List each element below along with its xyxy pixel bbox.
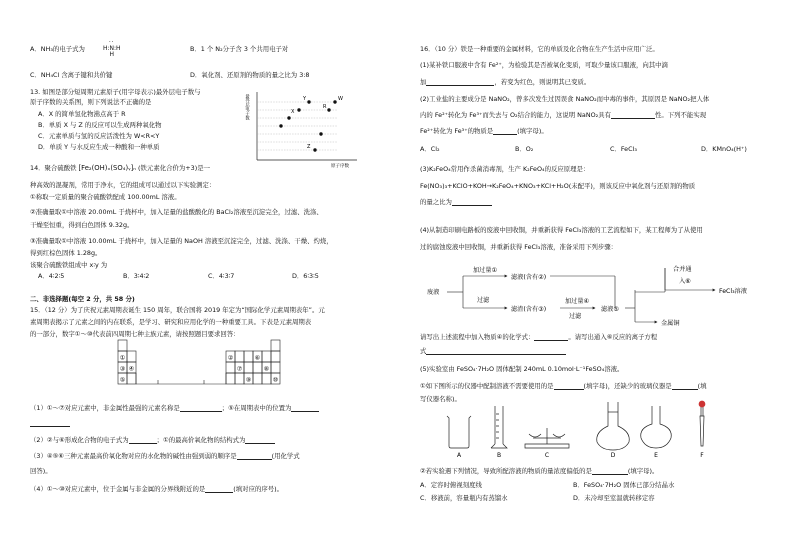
q16-sub5-b-option-a: A．定容时俯视刻度线 [420,481,482,489]
flow-merge2: 入⑥ [679,278,691,285]
q16-sub5-a-line1 [420,382,707,390]
q13-label-w: W [338,96,343,102]
flow-filter1: 过滤 [477,297,490,304]
q16-sub2-option-b: B．O₂ [515,145,534,153]
q15-sub2-a: （2）②与⑥形成化合物的电子式为 [30,436,129,444]
q15-stem-line1: 15．（12 分）为了庆祝元素周期表诞生 150 周年，联合国将 2019 年定为“国际化学元素周期表年”。元 [30,306,325,314]
q14-formula: [Fe₂(OH)ₓ(SO₄)ᵧ]ₙ [78,164,136,172]
q14-question: 该聚合硫酸铁组成中 x∶y 为 [30,261,108,269]
q16-sub3-c: 的量之比为 [420,198,452,206]
q16-sub3-line2: Fe(NO₃)₃+KClO+KOH→K₂FeO₄+KNO₃+KCl+H₂O(未配平)，则该反应中氧化剂与还原剂的物质 [420,182,696,190]
q14-stem-line2: 种高效的混凝剂，常用于净水，它的组成可以通过以下实验测定： [30,181,216,189]
q16-sub1-line1: (1)某补铁口服液中含有 Fe²⁺，为检验其是否被氧化变质，可取少量该口服液，向其中滴 [420,61,668,69]
balance-icon [525,428,569,448]
q13-stem-line1: 13. 如图是部分短周期元素原子(用字母表示)最外层电子数与 [30,88,201,96]
nh3-dots-top: ·· [108,39,115,46]
q16-sub5-a-text3: (填 [697,382,707,390]
q15-stem-line2: 素周期表揭示了元素之间的内在联系，是学习、研究和应用化学的一种重要工具。下表是元素周期表 [30,318,312,326]
q14-stem-part1: 14．聚合硫酸铁 [30,164,77,172]
right-column [397,0,794,549]
q15-sub1-blank1[interactable] [180,411,222,412]
q16-sub4-blank1[interactable] [534,340,568,341]
flow-res2: 滤渣(含有③) [511,306,547,313]
flow-res4: 金属铜 [661,320,680,327]
q13-point-r [327,108,330,111]
q14-step2-line1: ②准确量取①中溶液 20.00mL 于烧杯中，加入足量的盐酸酸化的 BaCl₂溶液至沉淀完全，过滤、洗涤、 [30,208,323,216]
q16-sub5-b-blank[interactable] [592,474,628,475]
q14-option-b: B．3∶4∶2 [123,272,150,280]
q16-sub5-b-option-d: D．未冷却至室温就转移定容 [573,494,655,502]
q16-sub1-blank[interactable] [426,85,494,86]
section-2-heading: 二、非选择题(每空 2 分，共 58 分) [30,295,135,303]
pt-label-5: ⑤ [119,376,126,384]
q16-sub2-line1: (2)工业盐的主要成分是 NaNO₂，曾多次发生过因误食 NaNO₂而中毒的事件，其原因是 NaNO₂把人体 [420,95,710,103]
q15-sub2-blank1[interactable] [129,443,157,444]
apparatus-label-b: B [496,452,502,459]
q15-sub2-blank2[interactable] [245,443,275,444]
q14-step3-line2: 得到红棕色固体 1.28g。 [30,249,102,257]
q13-point-y [307,100,310,103]
q16-sub2-f: (填字母)。 [517,127,548,135]
pt-label-7: ⑦ [236,365,243,373]
periodic-table-cells [118,340,280,384]
q16-sub2-blank2[interactable] [493,134,517,135]
q16-sub5-a-line2: 写仪器名称)。 [420,395,461,403]
q15-sub3-a: （3）④⑤⑥三种元素最高价氧化物对应的水化物的碱性由强到弱的顺序是 [30,452,237,460]
q15-sub1-b: ；⑤在周期表中的位置为 [221,404,292,412]
q16-sub5-b-text: ②若实验遇下列情况，导致所配溶液的物质的量浓度偏低的是 [420,467,592,475]
pt-label-1: ① [119,354,126,362]
q16-sub5-b-option-b: B．FeSO₄·7H₂O 固体已部分结晶水 [573,481,675,489]
q12-option-a [30,45,85,53]
apparatus-label-a: A [456,452,462,459]
q13-point-extra3 [279,124,282,127]
q15-sub3 [30,452,300,460]
q15-sub4-a: （4）①～⑩对应元素中，位于金属与非金属的分界线附近的是 [30,485,206,493]
q14-step3-line1: ③准确量取①中溶液 10.00mL 于烧杯中，加入足量的 NaOH 溶液至沉淀完全，过滤、洗涤、干燥、灼烧， [30,237,333,245]
volumetric-flask-icon [597,402,630,450]
flow-add1: 加过量① [473,267,498,274]
flow-labels [427,265,748,327]
flow-res1: 滤液(含有②) [511,274,547,281]
periodic-table-fragment [118,340,288,392]
q15-sub3-blank[interactable] [237,459,272,460]
q13-label-r: R [323,104,327,110]
q16-sub4-line4 [420,347,566,355]
q16-sub4-blank2[interactable] [426,354,566,355]
q16-sub5-a-text2: (填字母)，还缺少的玻璃仪器是 [583,382,672,390]
q13-label-z: Z [307,144,311,150]
q13-point-extra1 [287,116,290,119]
q15-sub4 [30,485,283,493]
q13-option-d: D．单质 Y 与水反应生成一种酸和一种单质 [38,143,160,151]
apparatus-label-f: F [700,452,704,459]
q15-sub1-blank2[interactable] [291,411,319,412]
pt-label-3: ③ [119,365,126,373]
beaker-icon [447,416,471,448]
q16-sub3-line3 [420,198,492,206]
nh3-electron-formula [103,40,121,58]
q15-sub1-blank3[interactable] [30,426,70,427]
q13-option-b: B．单质 X 与 Z 的反应可以生成两种氧化物 [38,121,162,129]
apparatus-label-d: D [610,452,616,459]
flow-merge: 合并通 [673,266,692,273]
flow-start: 废液 [427,289,440,296]
dropper-icon [700,404,704,446]
flow-add2: 加过量④ [565,298,590,305]
lab-apparatus [445,400,715,458]
nh3-formula-main: H:N:H [103,45,121,52]
q15-sub3-b: (用化学式 [271,452,300,460]
pt-label-10: ⑩ [272,376,279,384]
q16-sub2-line3 [420,127,548,135]
q16-sub3-line1: (3)K₂FeO₄常用作杀菌消毒剂，生产 K₂FeO₄的反应原理是： [420,165,590,173]
q14-stem-line1 [30,164,210,172]
q13-option-c: C．元素单质与氢的反应活泼性为 W<R<Y [38,132,160,140]
q14-step2-line2: 干燥至恒重，得到白色固体 9.32g。 [30,221,134,229]
nh3-formula-h: H [109,51,115,58]
q16-sub4-line1: (4)从制造印刷电路板的废液中回收铜，并重新获得 FeCl₃溶液的工艺流程如下，某工程师为了从使用 [420,226,703,234]
q13-chart [244,88,365,169]
apparatus-labels [457,452,704,459]
pt-label-8: ⑧ [263,365,270,373]
q16-sub1-c: ，若变为红色，则说明其已变质。 [494,78,591,86]
q16-sub2-line2 [420,111,706,119]
q16-sub5-stem: (5)实验室由 FeSO₄·7H₂O 固体配制 240mL 0.10mol·L⁻¹FeSO₄溶液。 [420,365,624,373]
q16-sub4-e: 式 [420,347,427,355]
q16-sub2-b: 内的 Fe²⁺转化为 Fe³⁺而失去与 O₂结合的能力，这说明 NaNO₂具有 [420,111,611,119]
q16-sub2-option-d: D．KMnO₄(H⁺) [701,145,747,153]
process-flow-diagram [425,262,745,334]
q16-sub5-a-blank1[interactable] [554,389,584,390]
flow-filter2: 过滤 [569,313,582,320]
q16-sub1-line2 [420,78,590,86]
q15-stem-line3: 的一部分，数字①～⑩代表前四周期七种主族元素，请按照题目要求回答： [30,330,240,338]
q13-option-a: A．X 的简单氢化物沸点高于 R [38,110,126,118]
graduated-cylinder-icon [491,406,507,448]
q14-option-a: A．4∶2∶5 [38,272,65,280]
q13-point-extra2 [319,132,322,135]
q15-sub1 [30,404,319,412]
flow-res3: 滤液⑤ [601,306,619,313]
q16-sub2-option-c: C．FeCl₃ [610,145,637,153]
q16-stem: 16．（10 分）铁是一种重要的金属材料，它的单质及化合物在生产生活中应用广泛。 [420,45,659,53]
q12-option-d: D．氧化剂、还原剂的物质的量之比为 3:8 [190,71,310,79]
q13-point-w [333,100,336,103]
q15-sub3-c: 回答)。 [30,467,52,475]
q16-sub5-b-option-c: C．移液前，容量瓶内有蒸馏水 [420,494,508,502]
q16-sub5-a-text: ①如下图所示的仪器中配制溶液不需要使用的是 [420,382,554,390]
q16-sub4-line3 [420,333,657,341]
q16-sub5-a-blank2[interactable] [672,389,698,390]
apparatus-label-c: C [544,452,550,459]
q16-sub4-c: 请写出上述流程中加入物质④的化学式： [420,333,535,341]
pt-label-4: ④ [128,365,135,373]
q13-label-y: Y [303,96,307,102]
q12-option-c: C．NH₄Cl 含离子键和共价键 [30,71,113,79]
q14-option-d: D．6∶3∶5 [292,272,319,280]
pt-label-9: ⑨ [245,376,252,384]
flow-product: FeCl₃溶液 [719,288,747,295]
apparatus-drawings [447,401,705,450]
q14-step1: ①称取一定质量的聚合硫酸铁配成 100.00mL 溶液。 [30,193,181,201]
q16-sub5-b-line [420,467,658,475]
dropper-bulb-icon [699,401,705,407]
q13-point-x [297,108,300,111]
q16-sub2-option-a: A．Cl₂ [420,145,440,153]
q13-label-x: X [291,109,295,115]
round-flask-icon [641,406,672,448]
q16-sub1-b: 加 [420,78,427,86]
q13-stem-line2: 原子序数的关系图，则下列说法不正确的是 [30,98,152,106]
pt-label-6: ⑥ [254,354,261,362]
q15-sub2 [30,436,275,444]
q16-sub3-blank[interactable] [452,205,492,206]
q14-stem-part2: (铁元素化合价为+3)是一 [138,164,210,172]
periodic-table-labels [120,355,278,384]
q16-sub2-e: Fe²⁺转化为 Fe³⁺的物质是 [420,127,494,135]
q16-sub2-d: 性。下列不能实现 [654,111,707,119]
apparatus-label-e: E [654,452,658,459]
q14-option-c: C．4∶3∶7 [208,272,235,280]
q15-sub4-blank[interactable] [205,492,233,493]
pt-label-2: ② [227,354,234,362]
q15-sub1-a: （1）①～⑦对应元素中，非金属性最强的元素名称是 [30,404,180,412]
q16-sub5-b-text2: (填字母)。 [627,467,659,475]
q16-sub2-blank1[interactable] [611,118,655,119]
q16-sub4-d: 。请写出通入⑥反应的离子方程 [568,333,658,341]
q13-chart-ylabel: 最外层电子数 [244,94,250,120]
q15-sub2-b: ；①的最高价氧化物的结构式为 [156,436,246,444]
q13-chart-xlabel: 原子序数 [331,164,349,169]
q15-sub1-cont [30,419,70,427]
q12-option-a-text: A．NH₃的电子式为 [30,45,85,53]
q15-sub4-b: (填对应的序号)。 [233,485,284,493]
q12-option-b: B．1 个 N₂分子含 3 个共用电子对 [190,45,289,53]
q13-point-z [313,148,316,151]
q16-sub4-line2: 过的腐蚀废液中回收铜，并重新获得 FeCl₃溶液，准备采用下列步骤： [420,243,618,251]
